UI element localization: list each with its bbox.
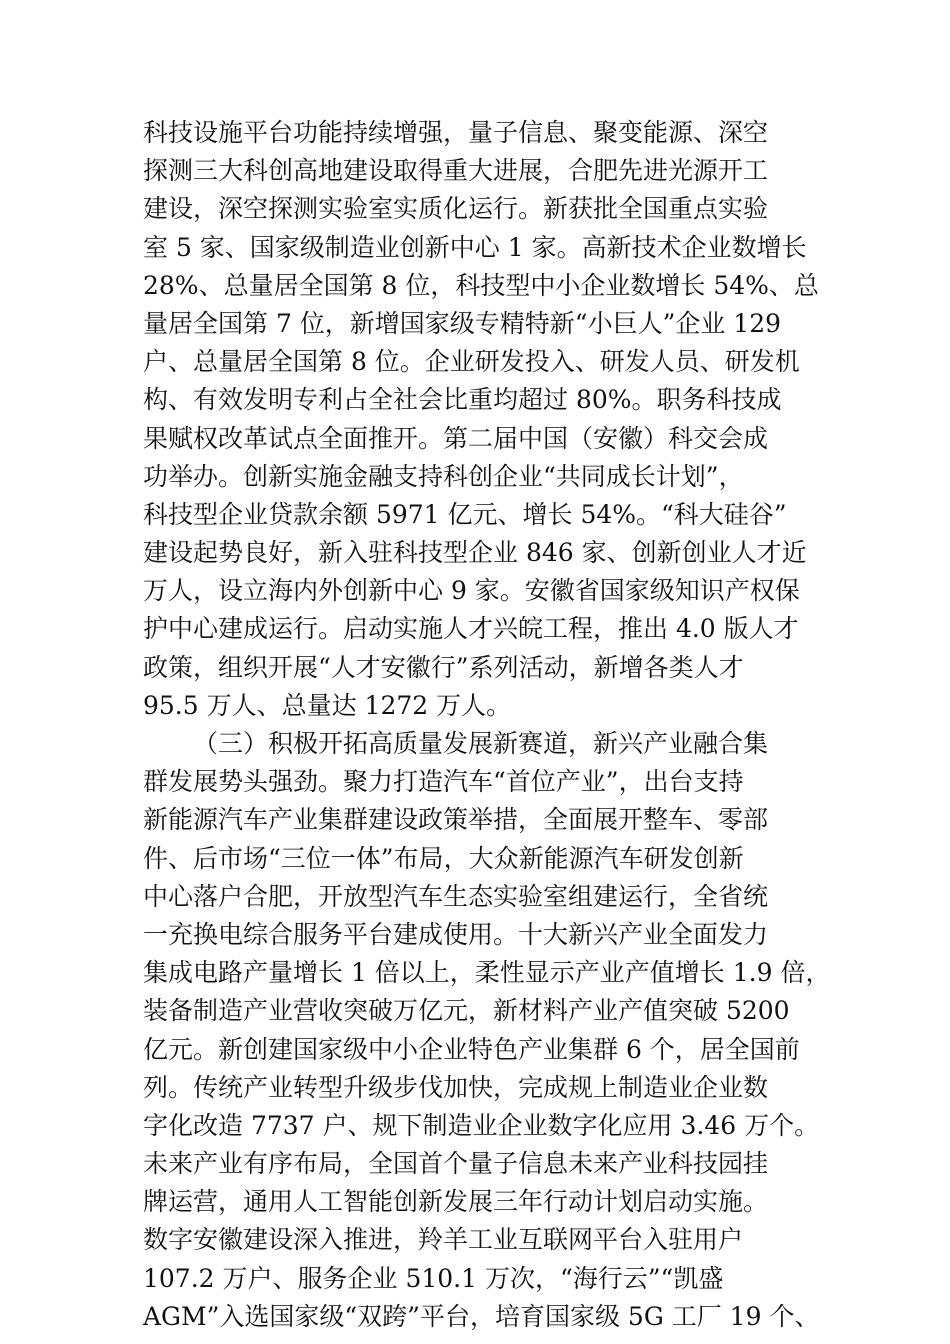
text-line: 亿元。新创建国家级中小企业特色产业集群 6 个，居全国前 [143, 1034, 800, 1064]
text-line: 室 5 家、国家级制造业创新中心 1 家。高新技术企业数增长 [143, 232, 807, 262]
text-line: 政策，组织开展“人才安徽行”系列活动，新增各类人才 [143, 652, 744, 682]
text-line: 件、后市场“三位一体”布局，大众新能源汽车研发创新 [143, 843, 744, 873]
text-line: 数字安徽建设深入推进，羚羊工业互联网平台入驻用户 [143, 1225, 744, 1255]
text-line: 群发展势头强劲。聚力打造汽车“首位产业”，出台支持 [143, 767, 744, 797]
text-line: 户、总量居全国第 8 位。企业研发投入、研发人员、研发机 [143, 347, 800, 377]
text-line: 万人，设立海内外创新中心 9 家。安徽省国家级知识产权保 [143, 576, 800, 606]
text-line: 果赋权改革试点全面推开。第二届中国（安徽）科交会成 [143, 423, 769, 453]
body-text [143, 114, 843, 1336]
text-line: 28%、总量居全国第 8 位，科技型中小企业数增长 54%、总 [143, 270, 819, 300]
text-line: 功举办。创新实施金融支持科创企业“共同成长计划”， [143, 461, 744, 491]
text-line: 建设，深空探测实验室实质化运行。新获批全国重点实验 [143, 194, 769, 224]
text-line: 一充换电综合服务平台建成使用。十大新兴产业全面发力 [143, 919, 769, 949]
text-line: AGM”入选国家级“双跨”平台，培育国家级 5G 工厂 19 个、 [143, 1301, 820, 1331]
text-line: 列。传统产业转型升级步伐加快，完成规上制造业企业数 [143, 1072, 769, 1102]
text-line: 装备制造产业营收突破万亿元，新材料产业产值突破 5200 [143, 996, 790, 1026]
text-line: 建设起势良好，新入驻科技型企业 846 家、创新创业人才近 [143, 538, 807, 568]
text-line: 护中心建成运行。启动实施人才兴皖工程，推出 4.0 版人才 [143, 614, 799, 644]
text-line: 集成电路产量增长 1 倍以上，柔性显示产业产值增长 1.9 倍， [143, 958, 831, 988]
text-line: 科技型企业贷款余额 5971 亿元、增长 54%。“科大硅谷” [143, 499, 787, 529]
text-line: 探测三大科创高地建设取得重大进展，合肥先进光源开工 [143, 156, 769, 186]
text-line: 新能源汽车产业集群建设政策举措，全面展开整车、零部 [143, 805, 769, 835]
section-heading-line: （三）积极开拓高质量发展新赛道，新兴产业融合集 [193, 729, 769, 758]
text-line: 未来产业有序布局，全国首个量子信息未来产业科技园挂 [143, 1149, 769, 1179]
text-line: 构、有效发明专利占全社会比重均超过 80%。职务科技成 [143, 385, 782, 415]
text-line: 中心落户合肥，开放型汽车生态实验室组建运行，全省统 [143, 881, 769, 911]
text-line: 字化改造 7737 户、规下制造业企业数字化应用 3.46 万个。 [143, 1110, 820, 1140]
text-line: 107.2 万户、服务企业 510.1 万次，“海行云”“凯盛 [143, 1263, 724, 1293]
text-line: 量居全国第 7 位，新增国家级专精特新“小巨人”企业 129 [143, 308, 782, 338]
text-line: 95.5 万人、总量达 1272 万人。 [143, 690, 512, 720]
text-line: 牌运营，通用人工智能创新发展三年行动计划启动实施。 [143, 1187, 769, 1217]
text-line: 科技设施平台功能持续增强，量子信息、聚变能源、深空 [143, 118, 769, 147]
